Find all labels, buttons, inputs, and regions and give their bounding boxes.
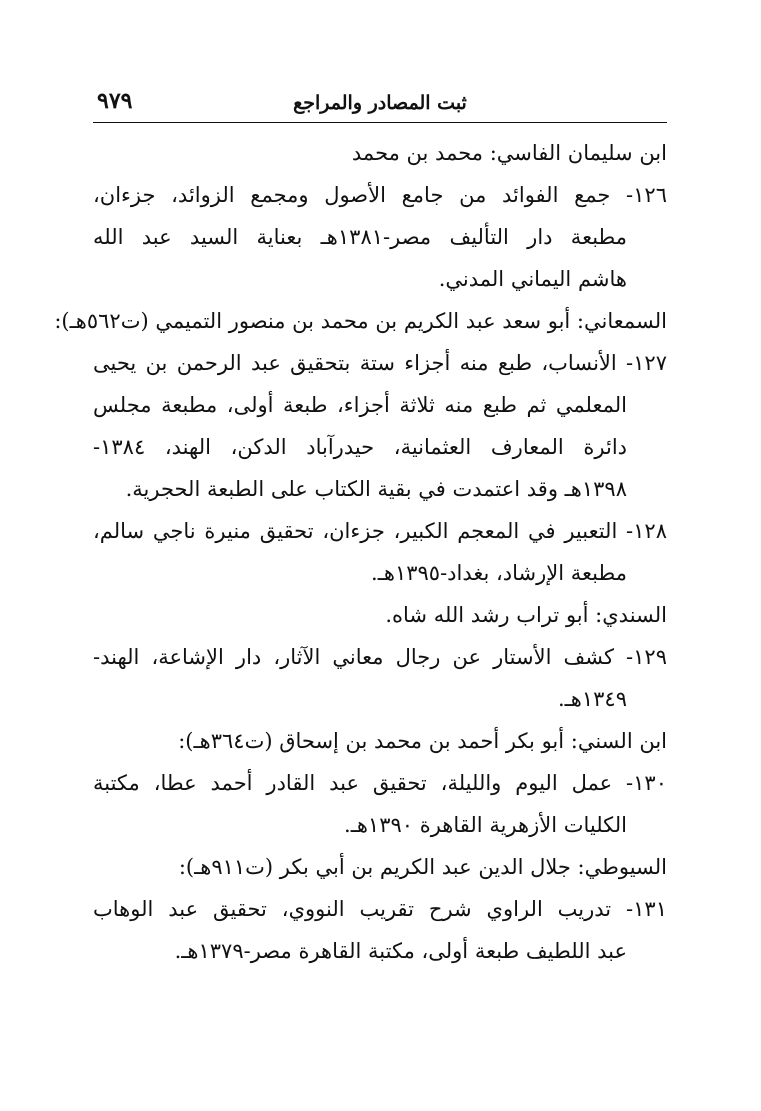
running-title: ثبت المصادر والمراجع [293,92,467,114]
text-line: ١٢٨- التعبير في المعجم الكبير، جزءان، تحقيق منيرة ناجي سالم، [93,519,667,543]
text-line: ١٢٦- جمع الفوائد من جامع الأصول ومجمع الزوائد، جزءان، [93,183,667,207]
text-line: دائرة المعارف العثمانية، حيدرآباد الدكن، الهند، ١٣٨٤- [93,435,627,459]
text-line: ١٣٩٨هـ وقد اعتمدت في بقية الكتاب على الطبعة الحجرية. [125,477,627,501]
text-line: مطبعة دار التأليف مصر-١٣٨١هـ بعناية السيد عبد الله [93,225,628,249]
text-line: ١٣٤٩هـ. [557,687,627,711]
text-line: ١٣٠- عمل اليوم والليلة، تحقيق عبد القادر أحمد عطا، مكتبة [93,771,667,795]
text-line: هاشم اليماني المدني. [438,267,627,291]
text-line: السندي: أبو تراب رشد الله شاه. [385,603,667,627]
text-line: السمعاني: أبو سعد عبد الكريم بن محمد بن منصور التميمي (ت٥٦٢هـ): [54,309,667,333]
text-line: ١٢٩- كشف الأستار عن رجال معاني الآثار، دار الإشاعة، الهند- [93,645,667,669]
text-line: ابن سليمان الفاسي: محمد بن محمد [351,141,667,165]
text-line: عبد اللطيف طبعة أولى، مكتبة القاهرة مصر-١٣٧٩هـ. [174,939,627,963]
bibliography-body [54,132,667,972]
text-line: السيوطي: جلال الدين عبد الكريم بن أبي بكر (ت٩١١هـ): [178,855,667,879]
page-header [93,84,667,123]
text-line: ١٣١- تدريب الراوي شرح تقريب النووي، تحقيق عبد الوهاب [93,897,667,921]
text-line: مطبعة الإرشاد، بغداد-١٣٩٥هـ. [371,561,627,585]
page-number: ٩٧٩ [97,88,133,114]
text-line: المعلمي ثم طبع منه ثلاثة أجزاء، طبعة أولى، مطبعة مجلس [93,393,627,417]
text-line: ابن السني: أبو بكر أحمد بن محمد بن إسحاق (ت٣٦٤هـ): [178,729,667,753]
text-line: الكليات الأزهرية القاهرة ١٣٩٠هـ. [344,813,627,837]
text-line: ١٢٧- الأنساب، طبع منه أجزاء ستة بتحقيق عبد الرحمن بن يحيى [93,351,667,375]
